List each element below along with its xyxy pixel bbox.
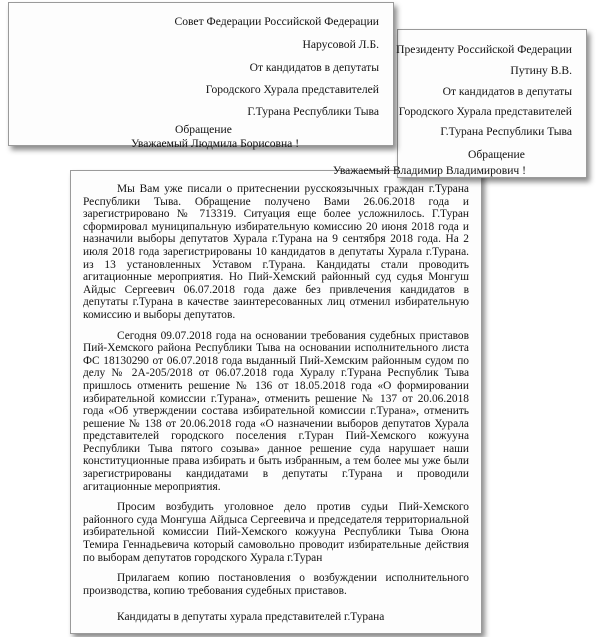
addressee-org: Совет Федерации Российской Федерации xyxy=(174,15,379,28)
addressee-name: Путину В.В. xyxy=(510,64,572,77)
salutation: Уважаемый Людмила Борисовна ! xyxy=(131,137,300,150)
salutation: Уважаемый Владимир Владимирович ! xyxy=(332,164,526,177)
letter-body xyxy=(83,183,469,632)
from-line-2: Городского Хурала представителей xyxy=(398,105,572,118)
from-line-3: Г.Турана Республики Тыва xyxy=(440,125,572,138)
addressee-org: Президенту Российской Федерации xyxy=(396,43,572,56)
main-letter-page xyxy=(70,170,482,634)
paragraph-request: Просим возбудить уголовное дело против судьи Пий-Хемского районного суда Монгуша Айдыса Сергеевича и председателя территориальной избирательной комиссии Пий-Хемского кожууна Республики Тыва Оюна Темира Геннадьевича который самовольно проводит избирательные действия по выборам депутатов городского Хурала г.Туран xyxy=(83,501,469,564)
paragraph-attachments: Прилагаем копию постановления о возбуждении исполнительного производства, копию требования судебных приставов. xyxy=(83,572,469,597)
from-line-3: Г.Турана Республики Тыва xyxy=(247,105,379,118)
letter-federation-council xyxy=(8,2,394,150)
addressee-name: Нарусовой Л.Б. xyxy=(302,38,379,51)
letter-heading: Обращение xyxy=(175,123,232,136)
from-line-2: Городского Хурала представителей xyxy=(205,83,379,96)
paragraph-complaint: Мы Вам уже писали о притеснении русскоязычных граждан г.Турана Республики Тыва. Обращение получено Вами 26.06.2018 года и зарегистрировано № 713319. Ситуация еще более усложнилось. Г.Туран сформировал муниципальную избирательную комиссию 20 июня 2018 года и назначили выборы депутатов Хурала г.Турана на 9 сентября 2018 года. На 2 июля 2018 года зарегистрированы 10 кандидатов в депутаты Хурала г.Турана. из 13 установленных Уставом г.Турана. Кандидаты стали проводить агитационные мероприятия. Но Пий-Хемский районный суд судья Монгуш Айдыс Сергеевич 06.07.2018 года даже без привлечения кандидатов в депутаты г.Турана в качестве заинтересованных лиц отменил избирательную комиссию и выборы депутатов. xyxy=(83,183,469,321)
paragraph-court-order: Сегодня 09.07.2018 года на основании требования судебных приставов Пий-Хемского района Республики Тыва на основании исполнительного листа ФС 18130290 от 06.07.2018 года выданный Пий-Хемским районным судом по делу № 2А-205/2018 от 06.07.2018 года Хуралу г.Турана Республик Тыва пришлось отменить решение № 136 от 18.05.2018 года «О формировании избирательной комиссии г.Турана», отменить решение № 137 от 20.06.2018 года «Об утверждении состава избирательной комиссии г.Турана», отменить решение № 138 от 20.06.2018 года «О назначении выборов депутатов Хурала представителей городского поселения г.Туран Пий-Хемского кожууна Республики Тыва пятого созыва» данное решение суда нарушает наши конституционные права избирать и быть избранным, а тем более мы уже были зарегистрированы кандидатами в депутаты г.Турана и проводили агитационные мероприятия. xyxy=(83,329,469,493)
letter-heading: Обращение xyxy=(468,148,525,161)
signature: Кандидаты в депутаты хурала представителей г.Турана xyxy=(117,611,385,624)
from-line-1: От кандидатов в депутаты xyxy=(442,85,572,98)
from-line-1: От кандидатов в депутаты xyxy=(249,61,379,74)
